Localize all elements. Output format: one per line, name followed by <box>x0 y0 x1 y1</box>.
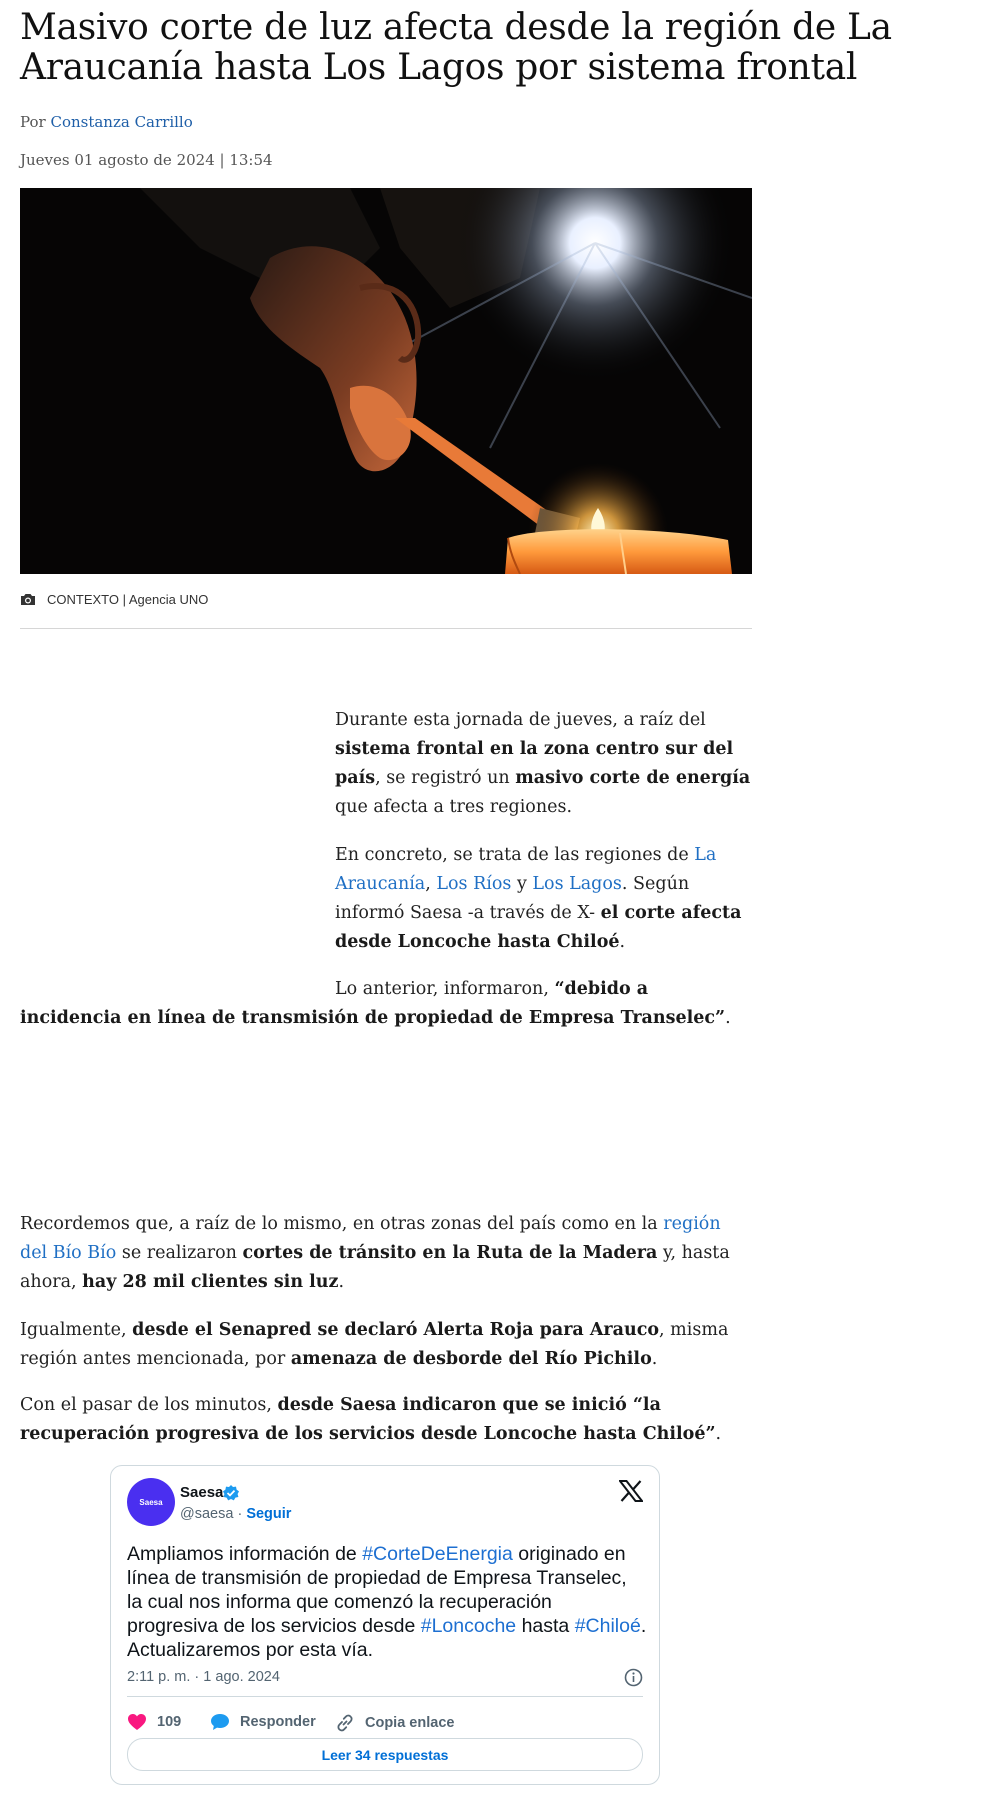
tweet-text: Ampliamos información de #CorteDeEnergia originado en línea de transmisión de propiedad de Empresa Transelec, la cual nos informa que comenzó la recuperación progresiva de los servicios desde #Loncoche hasta #Chiloé. Actualizaremos por esta vía. <box>127 1543 647 1661</box>
tweet-separator <box>127 1696 643 1697</box>
link-region-bio-bio[interactable]: región del Bío Bío <box>20 1214 721 1263</box>
caption-text: CONTEXTO | Agencia UNO <box>47 592 209 607</box>
paragraph-2: En concreto, se trata de las regiones de La Araucanía, Los Ríos y Los Lagos. Según informó Saesa -a través de X- el corte afecta desde Loncoche hasta Chiloé. <box>335 845 742 952</box>
follow-button[interactable]: Seguir <box>246 1506 292 1522</box>
tweet-timestamp[interactable]: 2:11 p. m. · 1 ago. 2024 <box>127 1669 280 1685</box>
tweet-handle[interactable]: @saesa <box>180 1506 234 1522</box>
article-headline: Masivo corte de luz afecta desde la región de La Araucanía hasta Los Lagos por sistema frontal <box>20 7 892 88</box>
hashtag-corte-de-energia[interactable]: #CorteDeEnergia <box>362 1543 513 1565</box>
copy-link-button[interactable] <box>335 1713 454 1733</box>
paragraph-3: Lo anterior, informaron, “debido a incidencia en línea de transmisión de propiedad de Empresa Transelec”. <box>20 979 731 1028</box>
tweet-handle-row: @saesa · Seguir <box>180 1506 292 1522</box>
copy-link-label: Copia enlace <box>365 1715 455 1731</box>
info-icon[interactable] <box>624 1668 643 1687</box>
embedded-tweet[interactable] <box>110 1465 660 1785</box>
verified-badge-icon <box>222 1484 240 1502</box>
author-link[interactable]: Constanza Carrillo <box>50 113 193 131</box>
publish-date: Jueves 01 agosto de 2024 | 13:54 <box>20 151 273 169</box>
x-logo-icon[interactable] <box>619 1480 643 1502</box>
byline <box>20 113 193 131</box>
paragraph-1: Durante esta jornada de jueves, a raíz del sistema frontal en la zona centro sur del país, se registró un masivo corte de energía que afecta a tres regiones. <box>335 710 751 817</box>
hero-image <box>20 188 752 574</box>
paragraph-6: Con el pasar de los minutos, desde Saesa indicaron que se inició “la recuperación progresiva de los servicios desde Loncoche hasta Chiloé”. <box>20 1395 722 1444</box>
candle-photo <box>20 188 752 574</box>
caption-divider <box>20 628 752 629</box>
paragraph-4: Recordemos que, a raíz de lo mismo, en otras zonas del país como en la región del Bío Bío se realizaron cortes de tránsito en la Ruta de la Madera y, hasta ahora, hay 28 mil clientes sin luz. <box>20 1214 730 1292</box>
link-la-araucania[interactable]: La Araucanía <box>335 845 717 894</box>
byline-prefix: Por <box>20 113 46 131</box>
link-los-lagos[interactable]: Los Lagos <box>532 874 622 894</box>
heart-icon <box>127 1713 147 1731</box>
image-caption <box>20 592 208 607</box>
reply-button[interactable] <box>210 1713 316 1731</box>
reply-bubble-icon <box>210 1713 230 1731</box>
paragraph-5: Igualmente, desde el Senapred se declaró Alerta Roja para Arauco, misma región antes mencionada, por amenaza de desborde del Río Pichilo. <box>20 1320 729 1369</box>
link-los-rios[interactable]: Los Ríos <box>436 874 512 894</box>
like-count: 109 <box>157 1714 182 1730</box>
like-button[interactable] <box>127 1713 181 1731</box>
link-icon <box>335 1713 355 1733</box>
tweet-avatar[interactable]: Saesa <box>127 1478 175 1526</box>
camera-icon <box>20 593 36 606</box>
read-replies-button[interactable]: Leer 34 respuestas <box>127 1738 643 1771</box>
reply-label: Responder <box>240 1714 316 1730</box>
tweet-author-name[interactable]: Saesa <box>180 1484 224 1501</box>
hashtag-loncoche[interactable]: #Loncoche <box>420 1615 517 1637</box>
hashtag-chiloe[interactable]: #Chiloé <box>574 1615 641 1637</box>
